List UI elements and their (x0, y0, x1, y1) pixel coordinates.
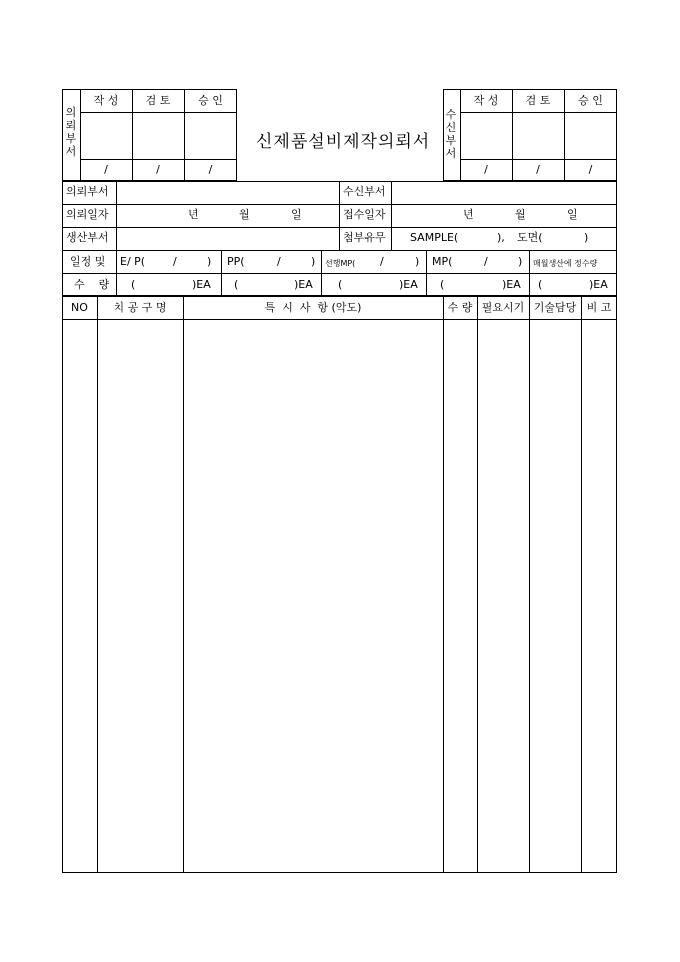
stage-pre-mp-qty-close: )EA (399, 278, 418, 291)
stage-monthly-label: 매월생산에 정수량 (533, 259, 598, 268)
col-header-no: NO (71, 301, 88, 314)
production-dept-label: 생산부서 (66, 231, 109, 244)
stage-ep-qty-close: )EA (192, 278, 211, 291)
receive-dept-side-label: 수신부서 (445, 108, 457, 160)
stage-pp-sep: / (277, 255, 281, 268)
stage-mp-close: ) (518, 255, 523, 268)
stage-monthly-qty-close: )EA (589, 278, 608, 291)
stage-ep-qty-open: ( (131, 278, 136, 291)
stage-pre-mp-sep: / (380, 255, 384, 268)
stage-mp-qty-close: )EA (502, 278, 521, 291)
request-date-slot[interactable]: / (104, 163, 108, 176)
receive-date-slot[interactable]: / (588, 163, 593, 176)
request-dept-label: 의뢰부서 (66, 185, 109, 198)
request-header-approve: 승 인 (198, 94, 223, 107)
stage-mp-qty-open: ( (440, 278, 445, 291)
request-header-write: 작 성 (93, 94, 119, 107)
receive-date-day: 일 (567, 208, 578, 221)
stage-pre-mp-close: ) (415, 255, 420, 268)
drawing-close: ) (584, 231, 589, 244)
col-header-tool-name: 치 공 구 명 (113, 301, 167, 314)
request-date-day: 일 (291, 208, 302, 221)
receive-date-year: 년 (463, 208, 474, 221)
sample-label: SAMPLE( (410, 231, 459, 244)
stage-ep-close: ) (207, 255, 212, 268)
sample-close: ), (497, 231, 505, 244)
receive-date-slot[interactable]: / (536, 163, 540, 176)
attachment-label: 첨부유무 (343, 231, 386, 244)
quantity-row-label: 수 량 (74, 278, 110, 291)
stage-pp-label: PP( (227, 255, 245, 268)
col-header-tech-owner: 기술담당 (533, 301, 577, 314)
col-header-remarks: 비 고 (586, 301, 612, 314)
request-dept-side-label: 의뢰부서 (65, 106, 77, 158)
request-date-year: 년 (188, 208, 199, 221)
drawing-label: 도면( (517, 231, 543, 244)
receive-header-review: 검 토 (525, 94, 551, 107)
stage-ep-label: E/ P( (120, 255, 146, 268)
page-title: 신제품설비제작의뢰서 (256, 132, 431, 152)
stage-pp-qty-open: ( (234, 278, 239, 291)
request-date-slot[interactable]: / (156, 163, 160, 176)
stage-ep-sep: / (173, 255, 177, 268)
request-date-slot[interactable]: / (208, 163, 213, 176)
receive-date-month: 월 (515, 208, 526, 221)
stage-pre-mp-label: 선행MP( (325, 259, 356, 268)
request-date-month: 월 (239, 208, 250, 221)
table-body-area[interactable] (63, 320, 616, 872)
stage-pp-qty-close: )EA (294, 278, 313, 291)
col-header-quantity: 수 량 (447, 301, 473, 314)
stage-pre-mp-qty-open: ( (338, 278, 343, 291)
receive-date-label: 접수일자 (343, 208, 386, 221)
receive-date-slot[interactable]: / (484, 163, 488, 176)
col-header-special-notes: 특 시 사 항 (악도) (264, 301, 362, 314)
schedule-label: 일정 및 (70, 255, 106, 268)
stage-mp-sep: / (484, 255, 488, 268)
stage-pp-close: ) (311, 255, 316, 268)
col-header-required-date: 필요시기 (481, 301, 525, 314)
request-date-label: 의뢰일자 (66, 208, 109, 221)
receive-header-write: 작 성 (473, 94, 499, 107)
request-header-review: 검 토 (145, 94, 171, 107)
stage-monthly-qty-open: ( (538, 278, 543, 291)
stage-mp-label: MP( (432, 255, 453, 268)
receive-header-approve: 승 인 (578, 94, 603, 107)
receive-dept-label: 수신부서 (343, 185, 386, 198)
